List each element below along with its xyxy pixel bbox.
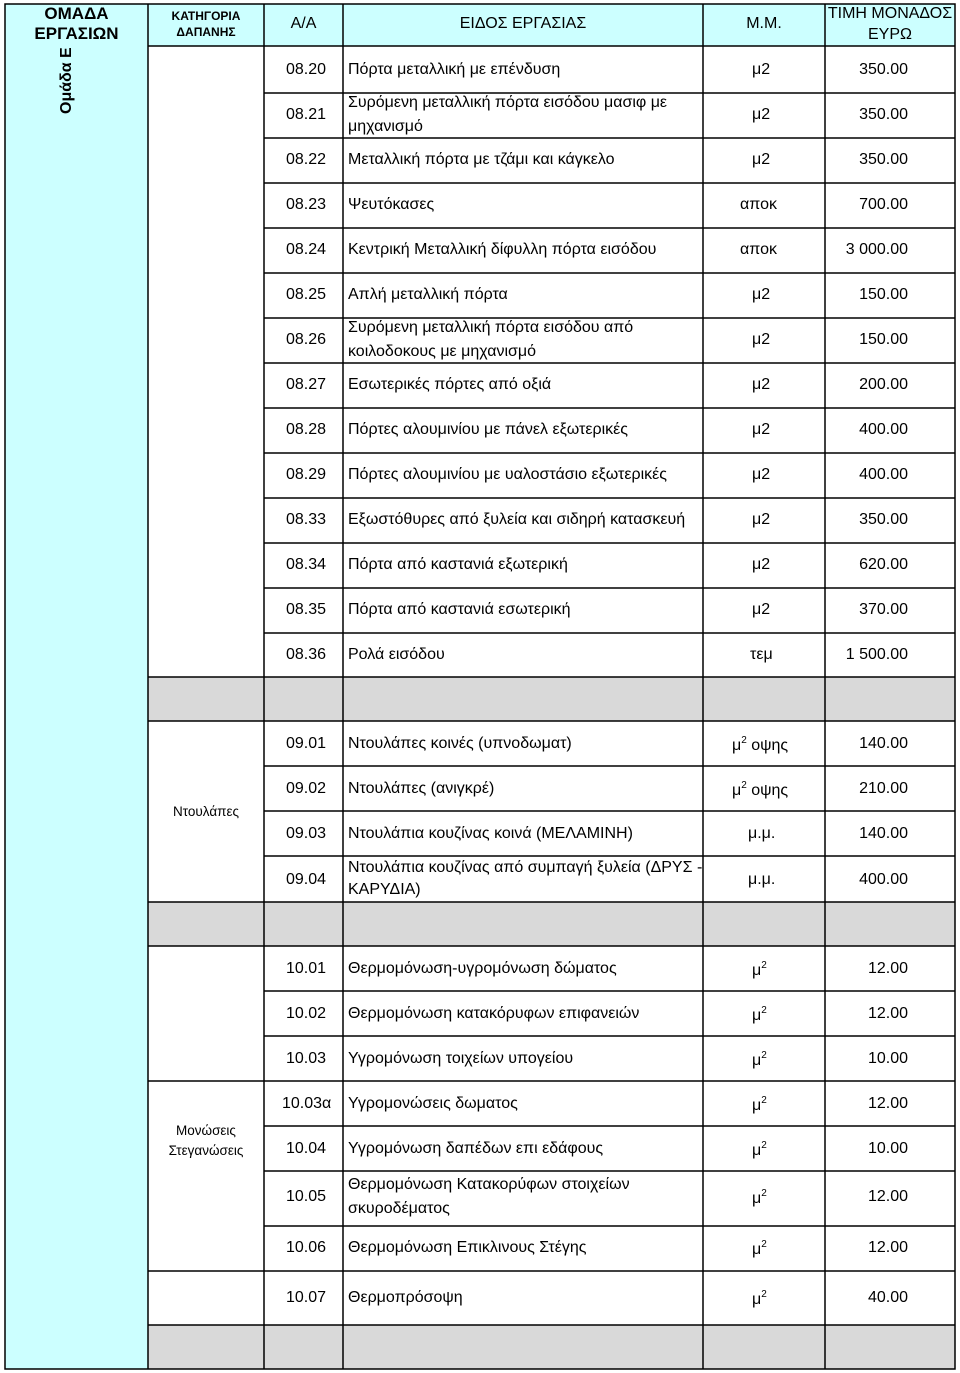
row-description: Θερμοπρόσοψη bbox=[348, 1289, 463, 1306]
row-unit: $\mu^2$ bbox=[752, 1239, 767, 1258]
row-description: Ντουλάπια κουζίνας κοινά (ΜΕΛΑΜΙΝΗ) bbox=[348, 825, 633, 842]
row-description-line2: σκυροδέματος bbox=[348, 1200, 450, 1217]
row-code: 08.36 bbox=[286, 646, 327, 663]
row-code: 08.25 bbox=[286, 286, 327, 303]
row-code: 09.02 bbox=[286, 780, 327, 797]
row-unit: $\mu^2$ οψης bbox=[732, 780, 789, 799]
header-price: ΤΙΜΗ ΜΟΝΑΔΟΣ ΕΥΡΩ bbox=[827, 5, 953, 43]
row-unit: μ2 bbox=[752, 106, 771, 123]
row-description: Απλή μεταλλική πόρτα bbox=[348, 286, 508, 303]
row-code: 08.20 bbox=[286, 61, 327, 78]
row-unit: μ2 bbox=[752, 421, 771, 438]
row-description: Ντουλάπες κοινές (υπνοδωματ) bbox=[348, 735, 572, 752]
row-unit: $\mu^2$ bbox=[752, 1050, 767, 1069]
row-unit: αποκ bbox=[740, 241, 777, 258]
row-code: 09.04 bbox=[286, 871, 327, 888]
row-code: 08.29 bbox=[286, 466, 327, 483]
header-unit: Μ.Μ. bbox=[746, 15, 782, 32]
row-code: 10.03α bbox=[282, 1095, 332, 1112]
row-code: 08.22 bbox=[286, 151, 327, 168]
row-unit: αποκ bbox=[740, 196, 777, 213]
price-list-document: ΟΜΑΔΑ ΕΡΓΑΣΙΩΝ ΚΑΤΗΓΟΡΙΑ ΔΑΠΑΝΗΣ Α/Α ΕΙΔΟΣ ΕΡΓΑΣΙΑΣ Μ.Μ. ΤΙΜΗ ΜΟΝΑΔΟΣ ΕΥΡΩ Ομάδα Ε Ντουλάπες Μονώσεις Στεγανώσεις 08.20 Πόρτα μεταλλική με επένδυση μ2 350.00 08.21 Συρόμενη μεταλλική πόρτα εισόδου μασιφ με μηχανισμό μ2 350.00 08.22 Μεταλλική πόρτα με τζάμι και κάγκελο μ2 350.00 08.23 Ψευτόκασες αποκ 700.00 08.24 Κεντρική Μεταλλική δίφυλλη πόρτα εισόδου αποκ 3 000.00 08.25 Απλή μεταλλική πόρτα μ2 150.00 08.26 Συρόμενη μεταλλική πόρτα εισόδου από κοιλοδοκους με μηχανισμό μ2 150.00 08.27 Εσωτερικές πόρτες από οξιά μ2 200.00 08.28 Πόρτες αλουμινίου με πάνελ εξωτερικές μ2 400.00 08.29 Πόρτες αλουμινίου με υαλοστάσιο εξωτερικές μ2 400.00 08.33 Εξωστόθυρες από ξυλεία και σιδηρή κατασκευή μ2 350.00 08.34 Πόρτα από καστανιά εξωτερική μ2 620.00 08.35 Πόρτα από καστανιά εσωτερική μ2 370.00 08.36 Ρολά εισόδου τεμ 1 500.00 09.01 Ντουλάπες κοινές (υπνοδωματ) $\mu^2$ οψης 140.00 09.02 Ντουλάπες (ανιγκρέ) $\mu^2$ οψης 210.00 09.03 Ντουλάπια κουζίνας κοινά (ΜΕΛΑΜΙΝΗ) μ.μ. 140.00 09.04 Ντουλάπια κουζίνας από συμπαγή ξυλεία (ΔΡΥΣ - ΚΑΡΥΔΙΑ) μ.μ. 400.00 10.01 Θερμομόνωση-υγρομόνωση δώματος $\mu^2$ 12.00 10.02 Θερμομόνωση κατακόρυφων επιφανειών $\mu^2$ 12.00 10.03 Υγρομόνωση τοιχείων υπογείου $\mu^2$ 10.00 10.03α Υγρομονώσεις δωματος $\mu^2$ 12.00 10.04 Υγρομόνωση δαπέδων επι εδάφους $\mu^2$ 10.00 10.05 Θερμομόνωση Κατακορύφων στοιχείων σκυροδέματος $\mu^2$ 12.00 10.06 Θερμομόνωση Επικλινους Στέγης $\mu^2$ 12.00 10.07 Θερμοπρόσοψη $\mu^2$ 40.00 bbox=[0, 0, 960, 1373]
row-description: Πόρτες αλουμινίου με πάνελ εξωτερικές bbox=[348, 421, 628, 438]
row-description: Πόρτα μεταλλική με επένδυση bbox=[348, 61, 561, 78]
row-unit: $\mu^2$ bbox=[752, 1140, 767, 1159]
row-description: Ρολά εισόδου bbox=[348, 646, 445, 663]
row-code: 08.34 bbox=[286, 556, 327, 573]
row-description: Εξωστόθυρες από ξυλεία και σιδηρή κατασκευή bbox=[348, 511, 686, 528]
group-column-fill bbox=[5, 4, 148, 1369]
row-description: Κεντρική Μεταλλική δίφυλλη πόρτα εισόδου bbox=[348, 241, 657, 258]
row-unit: $\mu^2$ bbox=[752, 960, 767, 979]
row-description: Θερμομόνωση Επικλινους Στέγης bbox=[348, 1239, 587, 1256]
category-insulation: Μονώσεις Στεγανώσεις bbox=[168, 1123, 244, 1158]
row-description: Εσωτερικές πόρτες από οξιά bbox=[348, 376, 552, 393]
row-description: Ντουλάπες (ανιγκρέ) bbox=[348, 780, 495, 797]
row-unit: $\mu^2$ bbox=[752, 1289, 767, 1308]
row-code: 09.03 bbox=[286, 825, 327, 842]
header-aa: Α/Α bbox=[290, 15, 317, 32]
header-group: ΟΜΑΔΑ ΕΡΓΑΣΙΩΝ bbox=[34, 4, 119, 43]
row-description-line1: Ντουλάπια κουζίνας από συμπαγή ξυλεία (ΔΡΥΣ - bbox=[348, 859, 703, 876]
row-description: Θερμομόνωση κατακόρυφων επιφανειών bbox=[348, 1005, 640, 1022]
row-unit: $\mu^2$ bbox=[752, 1095, 767, 1114]
row-unit: μ2 bbox=[752, 286, 771, 303]
row-unit: $\mu^2$ bbox=[752, 1188, 767, 1207]
row-code: 09.01 bbox=[286, 735, 327, 752]
separator-row-end bbox=[148, 1325, 955, 1369]
row-description-line1: Συρόμενη μεταλλική πόρτα εισόδου από bbox=[348, 319, 634, 336]
row-description-line1: Θερμομόνωση Κατακορύφων στοιχείων bbox=[348, 1176, 630, 1193]
row-unit: μ.μ. bbox=[748, 825, 776, 842]
separator-row-08-09 bbox=[148, 677, 955, 721]
row-description-line2: κοιλοδοκους με μηχανισμό bbox=[348, 343, 537, 360]
row-code: 08.21 bbox=[286, 106, 327, 123]
row-code: 08.33 bbox=[286, 511, 327, 528]
row-description: Πόρτα από καστανιά εξωτερική bbox=[348, 556, 568, 573]
row-unit: μ2 bbox=[752, 601, 771, 618]
row-code: 10.03 bbox=[286, 1050, 327, 1067]
row-description: Υγρομόνωση τοιχείων υπογείου bbox=[348, 1050, 574, 1067]
row-unit: μ2 bbox=[752, 556, 771, 573]
row-unit: μ2 bbox=[752, 151, 771, 168]
row-unit: μ.μ. bbox=[748, 871, 776, 888]
group-label-vertical: Ομάδα Ε bbox=[58, 47, 75, 114]
row-code: 10.04 bbox=[286, 1140, 327, 1157]
row-description: Πόρτα από καστανιά εσωτερική bbox=[348, 601, 571, 618]
row-code: 10.05 bbox=[286, 1188, 327, 1205]
row-unit: μ2 bbox=[752, 511, 771, 528]
row-unit: $\mu^2$ bbox=[752, 1005, 767, 1024]
row-code: 10.06 bbox=[286, 1239, 327, 1256]
row-unit: $\mu^2$ οψης bbox=[732, 735, 789, 754]
row-description: Υγρομόνωση δαπέδων επι εδάφους bbox=[348, 1140, 604, 1157]
row-unit: τεμ bbox=[750, 646, 773, 663]
row-description-line2: μηχανισμό bbox=[348, 118, 423, 135]
header-category: ΚΑΤΗΓΟΡΙΑ ΔΑΠΑΝΗΣ bbox=[171, 9, 241, 39]
row-unit: μ2 bbox=[752, 61, 771, 78]
row-description: Υγρομονώσεις δωματος bbox=[348, 1095, 518, 1112]
header-work-type: ΕΙΔΟΣ ΕΡΓΑΣΙΑΣ bbox=[459, 15, 587, 32]
row-code: 08.24 bbox=[286, 241, 327, 258]
row-description-line1: Συρόμενη μεταλλική πόρτα εισόδου μασιφ με bbox=[348, 94, 668, 111]
row-description-line2: ΚΑΡΥΔΙΑ) bbox=[348, 881, 421, 898]
row-unit: μ2 bbox=[752, 331, 771, 348]
row-code: 10.07 bbox=[286, 1289, 327, 1306]
row-description: Πόρτες αλουμινίου με υαλοστάσιο εξωτερικές bbox=[348, 466, 667, 483]
row-code: 08.26 bbox=[286, 331, 327, 348]
row-code: 10.01 bbox=[286, 960, 327, 977]
row-description: Μεταλλική πόρτα με τζάμι και κάγκελο bbox=[348, 151, 615, 168]
row-code: 10.02 bbox=[286, 1005, 327, 1022]
row-unit: μ2 bbox=[752, 466, 771, 483]
category-wardrobes: Ντουλάπες bbox=[173, 803, 239, 819]
row-code: 08.35 bbox=[286, 601, 327, 618]
row-description: Θερμομόνωση-υγρομόνωση δώματος bbox=[348, 960, 617, 977]
row-code: 08.28 bbox=[286, 421, 327, 438]
row-code: 08.23 bbox=[286, 196, 327, 213]
row-unit: μ2 bbox=[752, 376, 771, 393]
row-code: 08.27 bbox=[286, 376, 327, 393]
separator-row-09-10 bbox=[148, 902, 955, 946]
row-description: Ψευτόκασες bbox=[348, 196, 435, 213]
